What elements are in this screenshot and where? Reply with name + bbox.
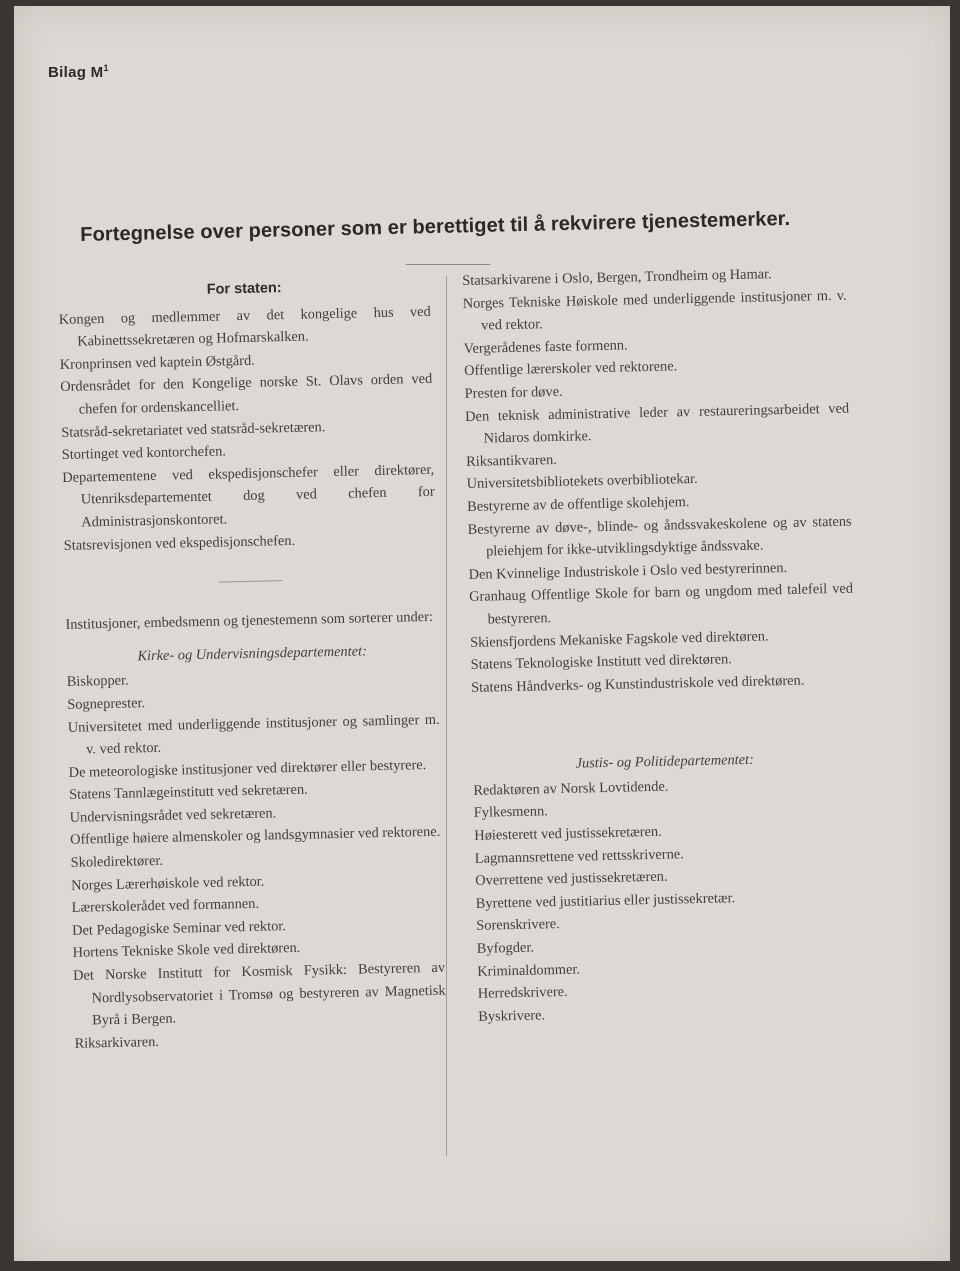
list-item: Riksarkivaren. bbox=[74, 1033, 160, 1052]
list-item: Biskopper. bbox=[66, 672, 129, 691]
for-staten-heading: For staten: bbox=[206, 280, 282, 298]
left-column bbox=[58, 274, 447, 1055]
list-item: Riksantikvaren. bbox=[466, 451, 558, 470]
kirke-continued-list bbox=[462, 262, 855, 700]
attachment-label-text: Bilag M bbox=[48, 64, 104, 81]
list-item: Høiesterett ved justissekretæren. bbox=[474, 823, 662, 844]
list-item: Det Norske Institutt for Kosmisk Fysikk: Bestyreren av Nordlysobservatoriet i Tromsø og bestyreren av Magnetisk Byrå i Bergen. bbox=[72, 959, 446, 1029]
list-item: Granhaug Offentlige Skole for barn og ungdom med talefeil ved bestyreren. bbox=[468, 580, 854, 628]
kirke-list bbox=[66, 663, 446, 1055]
institutions-intro: Institusjoner, embedsmenn og tjenestemenn som sorterer under: bbox=[65, 609, 434, 634]
list-item: Det Pedagogiske Seminar ved rektor. bbox=[71, 918, 287, 939]
list-item: Vergerådenes faste formenn. bbox=[463, 337, 628, 357]
list-item: Stortinget ved kontorchefen. bbox=[61, 443, 227, 464]
justis-department-heading: Justis- og Politidepartementet: bbox=[575, 752, 755, 772]
list-item: Kronprinsen ved kaptein Østgård. bbox=[59, 352, 255, 373]
list-item: Skiensfjordens Mekaniske Fagskole ved direktøren. bbox=[469, 627, 769, 651]
title-divider bbox=[406, 264, 490, 265]
list-item: Skoledirektører. bbox=[70, 852, 164, 871]
list-item: Presten for døve. bbox=[464, 383, 563, 402]
kirke-department-heading: Kirke- og Undervisningsdepartementet: bbox=[137, 643, 368, 665]
list-item: Statsråd-sekretariatet ved statsråd-sekretæren. bbox=[61, 418, 326, 441]
justis-list bbox=[473, 771, 862, 1028]
list-item: Statens Teknologiske Institutt ved direktøren. bbox=[470, 651, 733, 673]
list-item: Lagmannsrettene ved rettsskriverne. bbox=[474, 845, 684, 867]
list-item: Redaktøren av Norsk Lovtidende. bbox=[473, 778, 669, 799]
list-item: Norges Lærerhøiskole ved rektor. bbox=[70, 873, 265, 894]
state-list bbox=[59, 300, 436, 557]
right-column bbox=[462, 262, 862, 1029]
document-title: Fortegnelse over personer som er berettiget til å rekvirere tjenestemerker. bbox=[80, 207, 791, 246]
list-item: De meteorologiske institusjoner ved direktører eller bestyrere. bbox=[68, 756, 427, 781]
list-item: Kriminaldommer. bbox=[477, 961, 581, 980]
document-page bbox=[14, 6, 950, 1261]
list-item: Lærerskolerådet ved formannen. bbox=[71, 896, 260, 917]
list-item: Statens Håndverks- og Kunstindustriskole ved direktøren. bbox=[470, 672, 805, 696]
list-item: Statsarkivarene i Oslo, Bergen, Trondheim og Hamar. bbox=[462, 266, 772, 289]
list-item: Byrettene ved justitiarius eller justissekretær. bbox=[475, 890, 736, 912]
list-item: Offentlige høiere almenskoler og landsgymnasier ved rektorene. bbox=[70, 824, 441, 849]
list-item: Byskrivere. bbox=[478, 1007, 546, 1025]
list-item: Universitetsbibliotekets overbibliotekar. bbox=[466, 471, 698, 493]
list-item: Statsrevisjonen ved ekspedisjonschefen. bbox=[63, 532, 296, 554]
list-item: Den teknisk administrative leder av restaureringsarbeidet ved Nidaros domkirke. bbox=[465, 400, 850, 447]
list-item: Kongen og medlemmer av det kongelige hus ved Kabinettssekretæren og Hofmarskalken. bbox=[58, 303, 431, 350]
list-item: Hortens Tekniske Skole ved direktøren. bbox=[72, 940, 301, 962]
list-item: Statens Tannlægeinstitutt ved sekretæren. bbox=[69, 781, 308, 804]
list-item: Offentlige lærerskoler ved rektorene. bbox=[464, 358, 678, 380]
list-item: Fylkesmenn. bbox=[473, 803, 548, 822]
list-item: Norges Tekniske Høiskole med underliggende institusjoner m. v. ved rektor. bbox=[462, 287, 847, 334]
attachment-label bbox=[48, 63, 109, 81]
list-item: Herredskrivere. bbox=[477, 984, 568, 1003]
list-item: Byfogder. bbox=[476, 939, 535, 957]
list-item: Overrettene ved justissekretæren. bbox=[475, 868, 668, 890]
list-item: Sogneprester. bbox=[67, 695, 146, 713]
section-spacer bbox=[471, 691, 856, 745]
section-divider bbox=[219, 580, 283, 582]
list-item: Sorenskrivere. bbox=[476, 916, 561, 935]
list-item: Bestyrerne av de offentlige skolehjem. bbox=[466, 494, 690, 515]
list-item: Ordensrådet for den Kongelige norske St. Olavs orden ved chefen for ordenskancelliet. bbox=[60, 371, 433, 418]
list-item: Universitetet med underliggende institusjoner og samlinger m. v. ved rektor. bbox=[67, 711, 440, 758]
list-item: Bestyrerne av døve-, blinde- og åndssvakeskolene og av statens pleiehjem for ikke-utviklingsdyktige åndssvake. bbox=[467, 513, 852, 560]
attachment-label-number: 1 bbox=[103, 63, 109, 73]
list-item: Den Kvinnelige Industriskole i Oslo ved bestyrerinnen. bbox=[468, 559, 788, 583]
list-item: Undervisningsrådet ved sekretæren. bbox=[69, 805, 277, 826]
list-item: Departementene ved ekspedisjonschefer eller direktører, Utenriksdepartementet dog ved chefen for Administrasjonskontoret. bbox=[62, 461, 435, 531]
